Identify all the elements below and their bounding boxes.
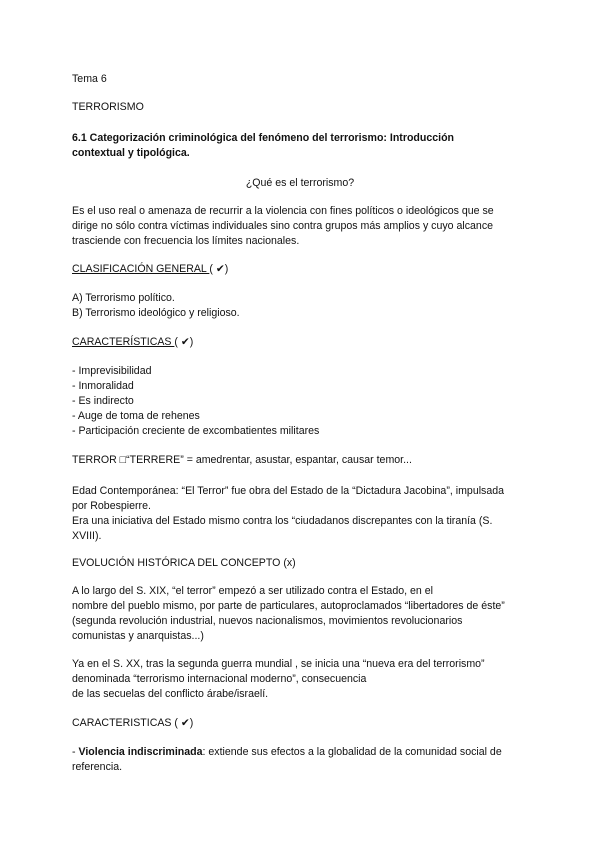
paragraph-line: XVIII). (72, 530, 102, 542)
paragraph-line: trasciende con frecuencia los límites nacionales. (72, 235, 300, 247)
paragraph-line: referencia. (72, 761, 123, 773)
evolution-heading-text: EVOLUCIÓN HISTÓRICA DEL CONCEPTO (x) (72, 557, 296, 569)
classification-list (72, 291, 532, 321)
section-heading-line: 6.1 Categorización criminológica del fenómeno del terrorismo: Introducción (72, 132, 455, 144)
check-mark-icon: ( ✔) (209, 263, 229, 275)
terror-definition-text: TERROR □“TERRERE” = amedrentar, asustar, espantar, causar temor... (72, 454, 412, 466)
list-item: B) Terrorismo ideológico y religioso. (72, 307, 240, 319)
contemporary-age-paragraph (72, 484, 532, 544)
check-mark-icon: ( ✔) (174, 336, 194, 348)
list-item: - Participación creciente de excombatientes militares (72, 425, 320, 437)
question-text: ¿Qué es el terrorismo? (245, 177, 355, 189)
list-item: - Inmoralidad (72, 380, 134, 392)
paragraph-line: Ya en el S. XX, tras la segunda guerra mundial , se inicia una “nueva era del terrorismo” (72, 658, 485, 670)
paragraph-line: nombre del pueblo mismo, por parte de particulares, autoproclamados “libertadores de éste” (72, 600, 505, 612)
list-item: - Es indirecto (72, 395, 134, 407)
terror-definition (72, 453, 532, 468)
section-heading-line: contextual y tipológica. (72, 147, 190, 159)
paragraph-line: Es el uso real o amenaza de recurrir a la violencia con fines políticos o ideológicos que se (72, 205, 494, 217)
document-title (72, 100, 532, 115)
evolution-heading (72, 556, 532, 571)
definition-paragraph (72, 204, 532, 249)
nineteenth-century-paragraph (72, 584, 532, 644)
indiscriminate-violence-item (72, 745, 532, 775)
paragraph-line: comunistas y anarquistas...) (72, 630, 204, 642)
characteristics-heading-2-text: CARACTERISTICAS ( ✔) (72, 717, 194, 729)
paragraph-line: denominada “terrorismo internacional moderno”, consecuencia (72, 673, 367, 685)
characteristics-heading (72, 335, 532, 350)
topic-label: Tema 6 (72, 73, 107, 85)
title-text: TERRORISMO (72, 101, 144, 113)
paragraph-line: Era una iniciativa del Estado mismo contra los “ciudadanos discrepantes con la tiranía (S. (72, 515, 493, 527)
topic-number (72, 72, 532, 87)
section-heading (72, 131, 532, 161)
classification-heading-text: CLASIFICACIÓN GENERAL (72, 263, 210, 275)
twentieth-century-paragraph (72, 657, 532, 702)
paragraph-line: de las secuelas del conflicto árabe/israelí. (72, 688, 269, 700)
term-bold: Violencia indiscriminada (78, 746, 203, 758)
paragraph-line: (segunda revolución industrial, nuevos nacionalismos, movimientos revolucionarios (72, 615, 463, 627)
classification-heading (72, 262, 532, 277)
paragraph-line: Edad Contemporánea: “El Terror” fue obra del Estado de la “Dictadura Jacobina”, impulsada (72, 485, 505, 497)
paragraph-line: por Robespierre. (72, 500, 151, 512)
characteristics-heading-2 (72, 716, 532, 731)
question-heading (0, 176, 600, 191)
paragraph-line: A lo largo del S. XIX, “el terror” empezó a ser utilizado contra el Estado, en el (72, 585, 433, 597)
characteristics-heading-text: CARACTERÍSTICAS (72, 336, 175, 348)
list-item: - Imprevisibilidad (72, 365, 152, 377)
list-item: A) Terrorismo político. (72, 292, 175, 304)
paragraph-line: dirige no sólo contra víctimas individuales sino contra grupos más amplios y cuyo alcance (72, 220, 494, 232)
bullet-dash: - (72, 746, 79, 758)
characteristics-list (72, 364, 532, 439)
list-item: - Auge de toma de rehenes (72, 410, 200, 422)
term-description: : extiende sus efectos a la globalidad de la comunidad social de (202, 746, 502, 758)
